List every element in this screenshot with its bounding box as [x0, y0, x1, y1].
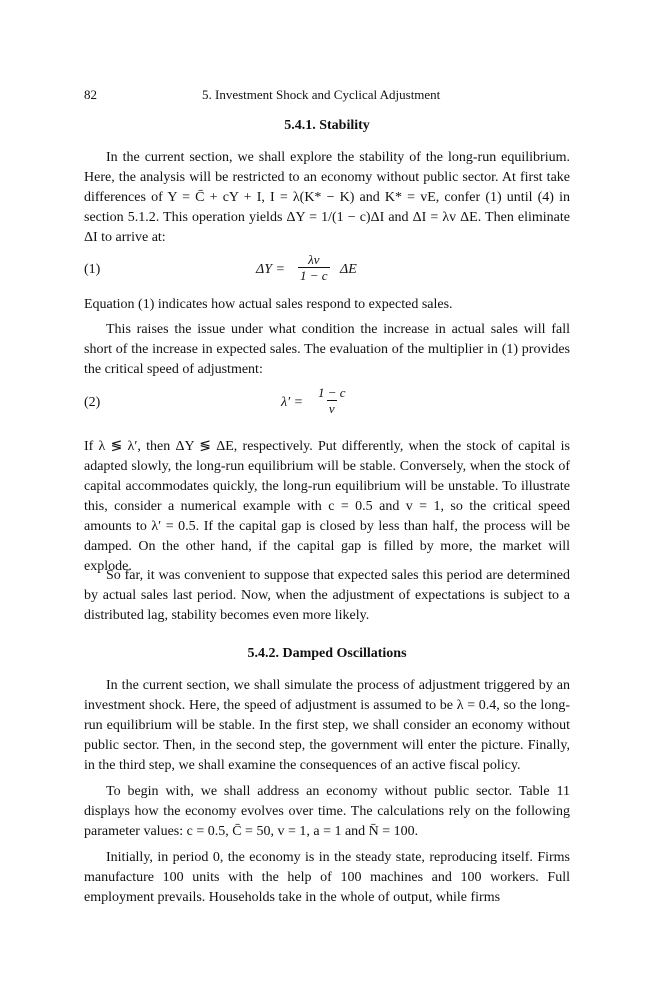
- fraction-numerator: λv: [308, 252, 320, 267]
- equation-fraction: [298, 252, 330, 283]
- page-number: 82: [84, 87, 97, 102]
- fraction-denominator: v: [328, 401, 335, 416]
- paragraph: Equation (1) indicates how actual sales respond to expected sales.: [84, 297, 453, 312]
- paragraph: So far, it was convenient to suppose that expected sales this period are determined by actual sales last period. Now, when the adjustment of expectations is subject to a distributed lag, stability becomes even more likely.: [84, 568, 570, 623]
- paragraph: This raises the issue under what condition the increase in actual sales will fall short of the increase in expected sales. The evaluation of the multiplier in (1) provides the critical speed of adjustment:: [84, 322, 570, 377]
- equation-lhs: ΔY =: [256, 262, 285, 277]
- equation-number: (1): [84, 262, 101, 277]
- equation-lhs: λ′ =: [281, 395, 304, 410]
- equation-number: (2): [84, 395, 101, 410]
- paragraph: To begin with, we shall address an economy without public sector. Table 11 displays how the economy evolves over time. The calculations rely on the following parameter values: c = 0.5, C̄ = 50, v = 1, a = 1 and N̄ = 100.: [84, 784, 570, 839]
- equation-fraction: [316, 385, 348, 416]
- paragraph: In the current section, we shall simulate the process of adjustment triggered by an investment shock. Here, the speed of adjustment is assumed to be λ = 0.4, so the long-run equilibrium will be stable. In the first step, we shall consider an economy without public sector. Then, in the second step, the government will enter the picture. Finally, in the third step, we shall examine the consequences of an active fiscal policy.: [84, 678, 570, 773]
- paragraph: If λ ≶ λ′, then ΔY ≶ ΔE, respectively. Put differently, when the stock of capital is adapted slowly, the long-run equilibrium will be stable. Conversely, when the stock of capital accommodates quickly, the long-run equilibrium will be unstable. To illustrate this, consider a numerical example with c = 0.5 and v = 1, so the critical speed amounts to λ′ = 0.5. If the capital gap is closed by less than half, the process will be damped. On the other hand, if the capital gap is filled by more, the market will explode.: [84, 439, 570, 574]
- equation-2: [84, 385, 570, 433]
- running-head: 5. Investment Shock and Cyclical Adjustment: [202, 87, 441, 102]
- fraction-denominator: 1 − c: [300, 268, 328, 283]
- equation-1: [84, 252, 570, 300]
- paragraph: Initially, in period 0, the economy is in the steady state, reproducing itself. Firms manufacture 100 units with the help of 100 machines and 100 workers. Full employment prevails. Households take in the whole of output, while firms: [84, 850, 570, 905]
- paragraph: In the current section, we shall explore the stability of the long-run equilibrium. Here, the analysis will be restricted to an economy without public sector. At first take differences of Y = C̄ + cY + I, I = λ(K* − K) and K* = vE, confer (1) until (4) in section 5.1.2. This operation yields ΔY = 1/(1 − c)ΔI and ΔI = λv ΔE. Then eliminate ΔI to arrive at:: [84, 150, 570, 245]
- equation-rhs: ΔE: [340, 262, 357, 277]
- fraction-numerator: 1 − c: [318, 385, 346, 400]
- section-title-stability: 5.4.1. Stability: [284, 118, 370, 133]
- section-title-damped-oscillations: 5.4.2. Damped Oscillations: [247, 646, 407, 661]
